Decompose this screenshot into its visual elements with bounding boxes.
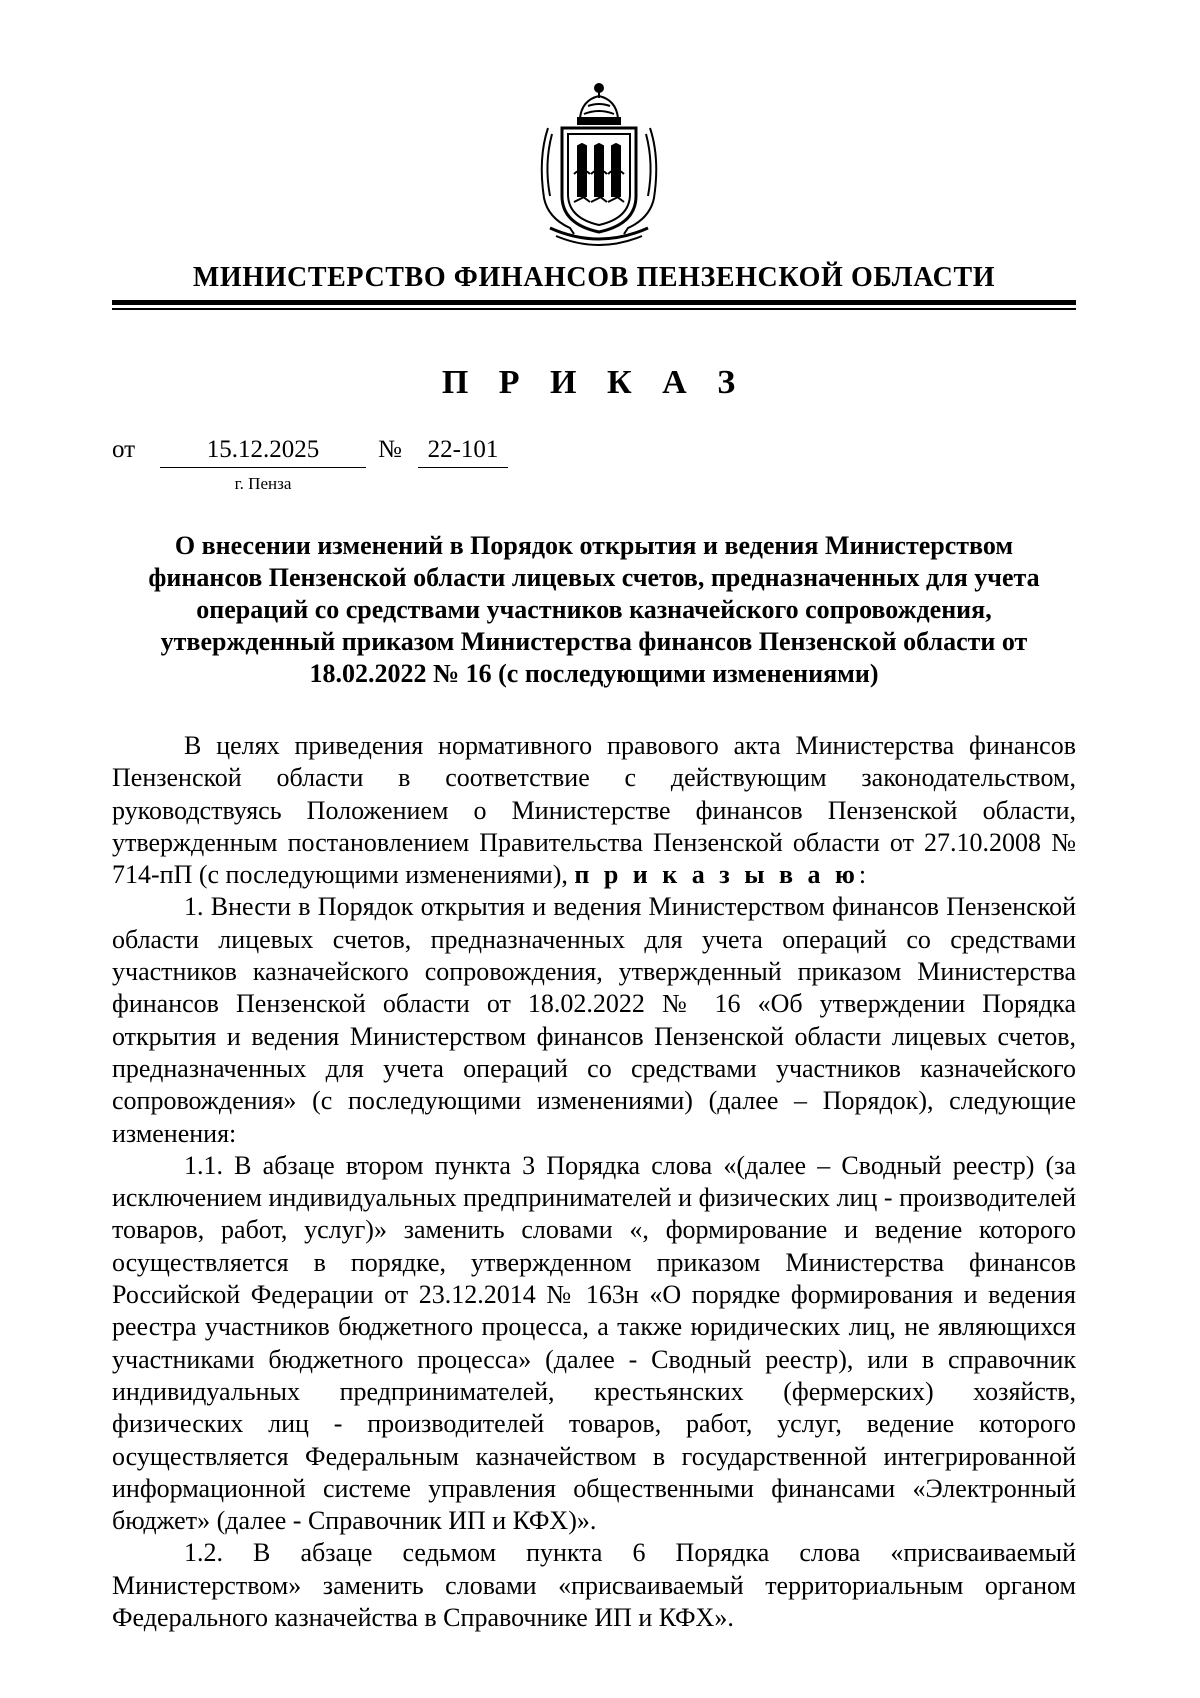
document-number: 22-101 <box>418 436 508 468</box>
document-subject: О внесении изменений в Порядок открытия и ведения Министерством финансов Пензенской области лицевых счетов, предназначенных для учета операций со средствами участников казначейского сопровождения, утвержденный приказом Министерства финансов Пензенской области от 18.02.2022 № 16 (с последующими изменениями) <box>148 531 1040 688</box>
header-rule-thin <box>112 308 1076 310</box>
preamble-text: В целях приведения нормативного правового акта Министерства финансов Пензенской области в соответствие с действующим законодательством, руководствуясь Положением о Министерстве финансов Пензенской области, утвержденным постановлением Правительства Пензенской области от 27.10.2008 № 714-пП (с последующими изменениями), <box>112 731 1076 890</box>
number-label: № <box>378 436 402 463</box>
order-word: п р и к а з ы в а ю <box>574 860 859 890</box>
document-body <box>112 730 1076 1634</box>
document-date: 15.12.2025 <box>160 436 366 468</box>
ministry-name: МИНИСТЕРСТВО ФИНАНСОВ ПЕНЗЕНСКОЙ ОБЛАСТИ <box>192 262 996 293</box>
document-title: П Р И К А З <box>441 364 747 401</box>
date-label: от <box>112 436 136 463</box>
document-city: г. Пенза <box>234 474 292 493</box>
header-rule-thick <box>112 300 1076 305</box>
preamble-paragraph <box>112 730 1076 891</box>
order-colon: : <box>858 860 867 890</box>
item-1: 1. Внести в Порядок открытия и ведения Министерством финансов Пензенской области лицевых счетов, предназначенных для учета операций со средствами участников казначейского сопровождения, утвержденный приказом Министерства финансов Пензенской области от 18.02.2022 № 16 «Об утверждении Порядка открытия и ведения Министерством финансов Пензенской области лицевых счетов, предназначенных для учета операций со средствами участников казначейского сопровождения» (с последующими изменениями) (далее – Порядок), следующие изменения: <box>112 892 1076 1148</box>
item-1-1: 1.1. В абзаце втором пункта 3 Порядка слова «(далее – Сводный реестр) (за исключением индивидуальных предпринимателей и физических лиц - производителей товаров, работ, услуг)» заменить словами «, формирование и ведение которого осуществляется в порядке, утвержденном приказом Министерства финансов Российской Федерации от 23.12.2014 № 163н «О порядке формирования и ведения реестра участников бюджетного процесса, а также юридических лиц, не являющихся участниками бюджетного процесса» (далее - Сводный реестр), или в справочник индивидуальных предпринимателей, крестьянских (фермерских) хозяйств, физических лиц - производителей товаров, работ, услуг, ведение которого осуществляется Федеральным казначейством в государственной интегрированной информационной системе управления общественными финансами «Электронный бюджет» (далее - Справочник ИП и КФХ)». <box>112 1150 1076 1536</box>
item-1-2: 1.2. В абзаце седьмом пункта 6 Порядка слова «присваиваемый Министерством» заменить словами «присваиваемый территориальным органом Федерального казначейства в Справочнике ИП и КФХ». <box>112 1538 1076 1633</box>
coat-of-arms-icon <box>530 78 668 246</box>
